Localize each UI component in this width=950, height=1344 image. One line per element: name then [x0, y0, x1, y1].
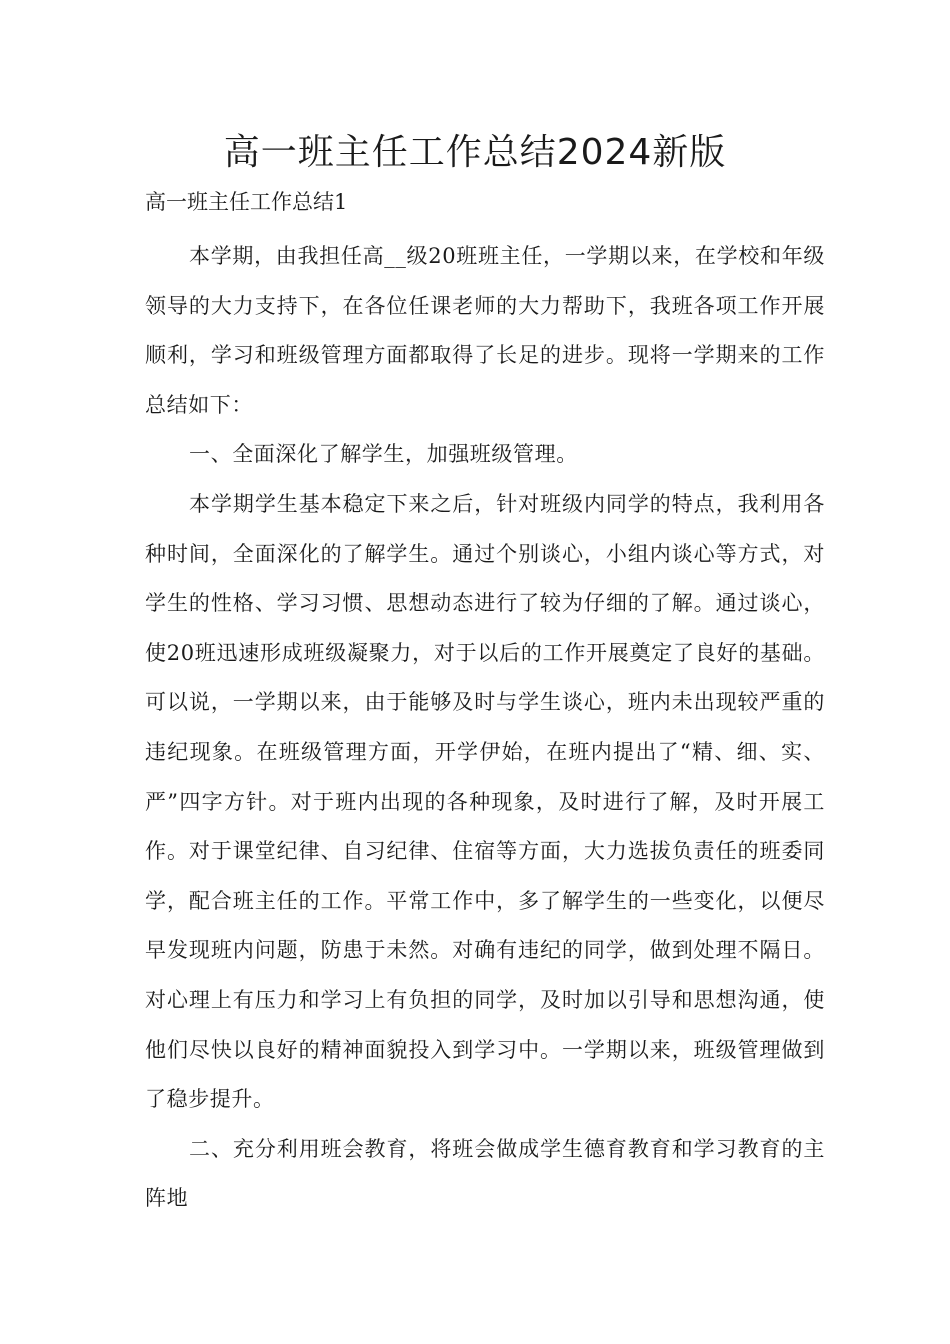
document-title: 高一班主任工作总结2024新版 [223, 132, 727, 173]
paragraph-section-1: 本学期学生基本稳定下来之后，针对班级内同学的特点，我利用各种时间，全面深化的了解学生。通过个别谈心，小组内谈心等方式，对学生的性格、学习习惯、思想动态进行了较为仔细的了解。通过谈心，使20班迅速形成班级凝聚力，对于以后的工作开展奠定了良好的基础。可以说，一学期以来，由于能够及时与学生谈心，班内未出现较严重的违纪现象。在班级管理方面，开学伊始，在班内提出了“精、细、实、严”四字方针。对于班内出现的各种现象，及时进行了解，及时开展工作。对于课堂纪律、自习纪律、住宿等方面，大力选拔负责任的班委同学，配合班主任的工作。平常工作中，多了解学生的一些变化，以便尽早发现班内问题，防患于未然。对确有违纪的同学，做到处理不隔日。对心理上有压力和学习上有负担的同学，及时加以引导和思想沟通，使他们尽快以良好的精神面貌投入到学习中。一学期以来，班级管理做到了稳步提升。 [145, 491, 825, 1112]
section-heading-2: 二、充分利用班会教育，将班会做成学生德育教育和学习教育的主阵地 [145, 1136, 825, 1211]
document-subtitle: 高一班主任工作总结1 [145, 190, 348, 214]
section-heading-1: 一、全面深化了解学生，加强班级管理。 [189, 442, 578, 467]
paragraph-intro: 本学期，由我担任高__级20班班主任，一学期以来，在学校和年级领导的大力支持下，在各位任课老师的大力帮助下，我班各项工作开展顺利，学习和班级管理方面都取得了长足的进步。现将一学期来的工作总结如下： [145, 244, 825, 417]
document-body [145, 232, 825, 1224]
